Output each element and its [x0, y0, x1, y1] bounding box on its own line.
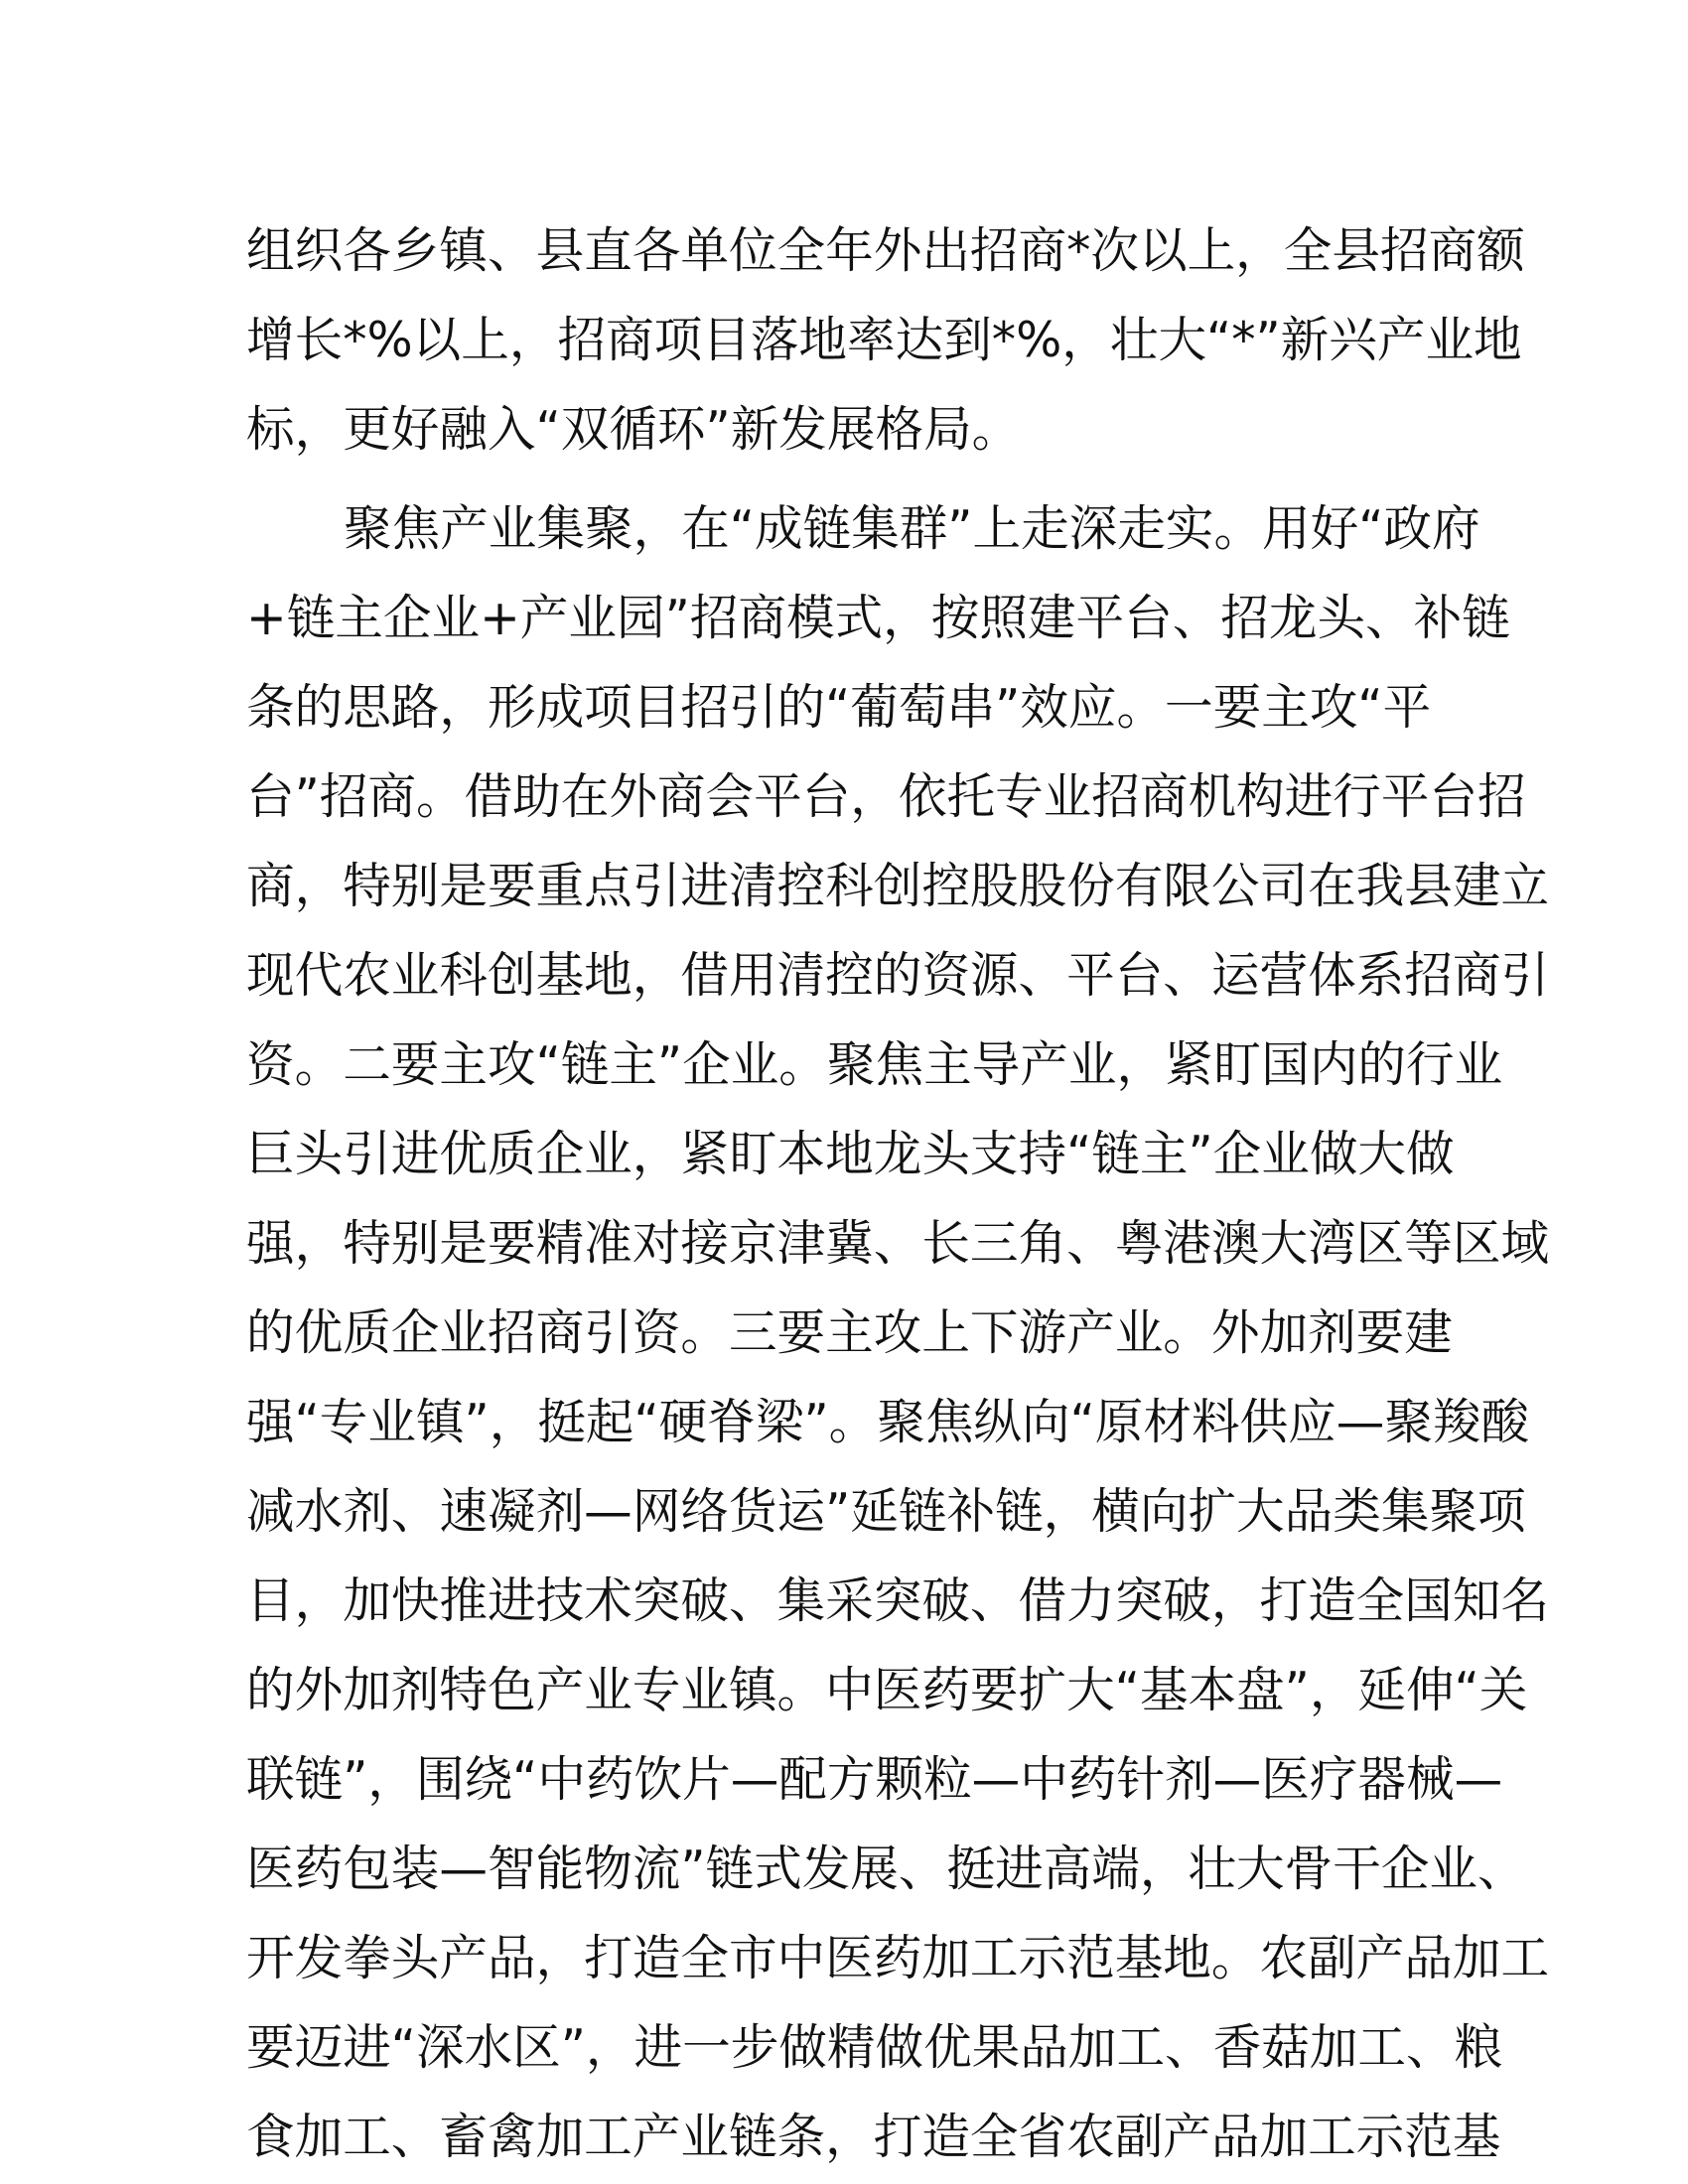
text-line: 商，特别是要重点引进清控科创控股股份有限公司在我县建立: [246, 859, 1550, 914]
text-line: 开发拳头产品，打造全市中医药加工示范基地。农副产品加工: [246, 1931, 1550, 1986]
text-line: 要迈进“深水区”，进一步做精做优果品加工、香菇加工、粮: [246, 2020, 1503, 2076]
text-line: 联链”，围绕“中药饮片—配方颗粒—中药针剂—医疗器械—: [246, 1752, 1503, 1808]
text-line: 组织各乡镇、县直各单位全年外出招商*次以上，全县招商额: [246, 223, 1525, 279]
text-line: +链主企业+产业园”招商模式，按照建平台、招龙头、补链: [246, 591, 1510, 646]
text-line: 减水剂、速凝剂—网络货运”延链补链，横向扩大品类集聚项: [246, 1484, 1526, 1540]
text-line: 巨头引进优质企业，紧盯本地龙头支持“链主”企业做大做: [246, 1127, 1455, 1182]
text-line: 增长*%以上，招商项目落地率达到*%，壮大“*”新兴产业地: [246, 313, 1522, 368]
text-line: 条的思路，形成项目招引的“葡萄串”效应。一要主攻“平: [246, 680, 1432, 736]
text-line: 标，更好融入“双循环”新发展格局。: [246, 402, 1021, 458]
paragraph-1: [246, 206, 1525, 475]
text-line: 目，加快推进技术突破、集采突破、借力突破，打造全国知名: [246, 1573, 1550, 1629]
text-line: 现代农业科创基地，借用清控的资源、平台、运营体系招商引: [246, 948, 1550, 1004]
text-line: 的优质企业招商引资。三要主攻上下游产业。外加剂要建: [246, 1305, 1453, 1361]
text-line: 台”招商。借助在外商会平台，依托专业招商机构进行平台招: [246, 769, 1526, 825]
text-line: 强“专业镇”，挺起“硬脊梁”。聚焦纵向“原材料供应—聚羧酸: [246, 1395, 1530, 1450]
text-line: 资。二要主攻“链主”企业。聚焦主导产业，紧盯国内的行业: [246, 1037, 1503, 1093]
text-line: 食加工、畜禽加工产业链条，打造全省农副产品加工示范基: [246, 2110, 1501, 2165]
text-line: 强，特别是要精准对接京津冀、长三角、粤港澳大湾区等区域: [246, 1216, 1550, 1272]
body-text: [246, 206, 1550, 2182]
text-line: 聚焦产业集聚，在“成链集群”上走深走实。用好“政府: [344, 501, 1480, 557]
paragraph-2: [246, 484, 1550, 2182]
text-line: 医药包装—智能物流”链式发展、挺进高端，壮大骨干企业、: [246, 1842, 1526, 1897]
text-line: 的外加剂特色产业专业镇。中医药要扩大“基本盘”，延伸“关: [246, 1663, 1528, 1718]
